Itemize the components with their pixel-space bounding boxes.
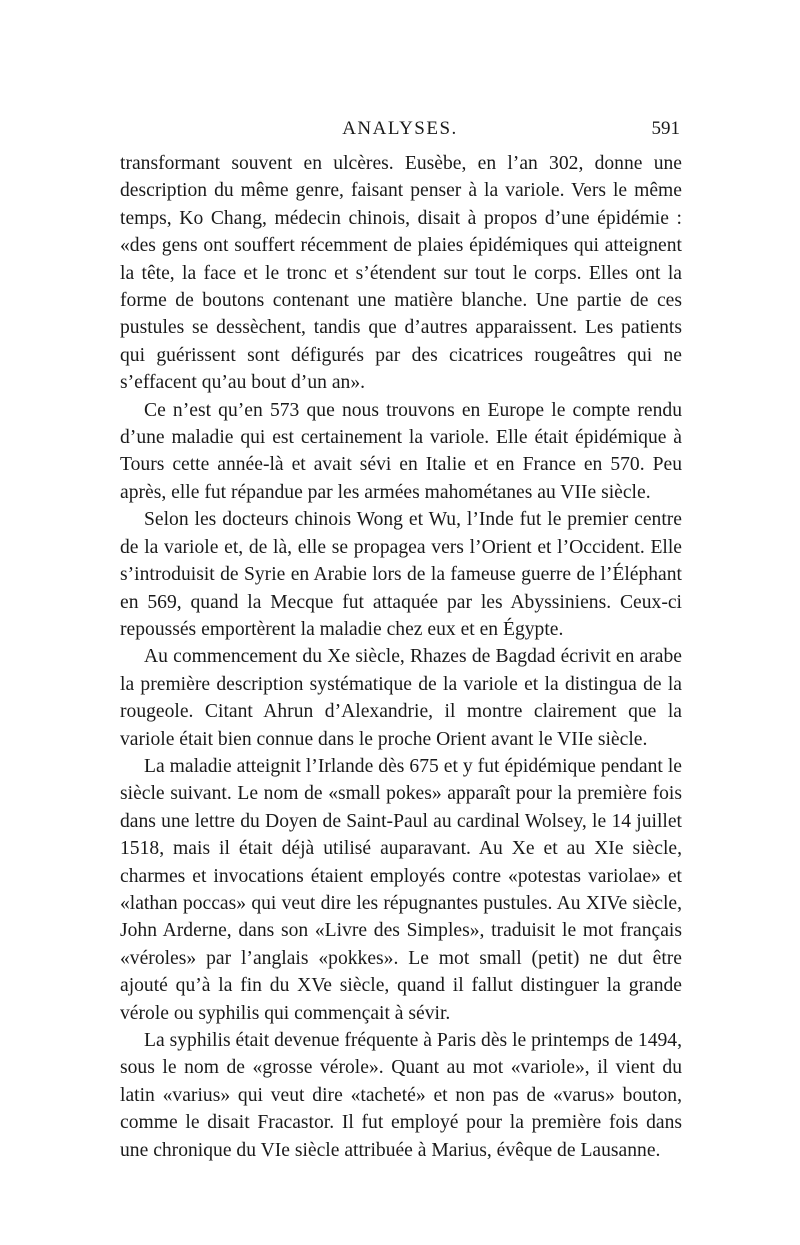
- paragraph-continuation: transformant souvent en ulcères. Eusèbe, en l’an 302, donne une description du même genre, faisant penser à la variole. Vers le même temps, Ko Chang, médecin chinois, disait à propos d’une épidémie : «des gens ont souffert récemment de plaies épidémiques qui atteignent la tête, la face et le tronc et s’étendent sur tout le corps. Elles ont la forme de boutons contenant une matière blanche. Une partie de ces pustules se dessèchent, tandis que d’autres apparaissent. Les patients qui guérissent sont défigurés par des cicatrices rougeâtres qui ne s’effacent qu’au bout d’un an».: [120, 153, 682, 394]
- page-number: 591: [651, 118, 680, 139]
- paragraph: La syphilis était devenue fréquente à Paris dès le printemps de 1494, sous le nom de «grosse vérole». Quant au mot «variole», il vient du latin «varius» qui veut dire «tacheté» et non pas de «varus» bouton, comme le disait Fracastor. Il fut employé pour la première fois dans une chronique du VIe siècle attribuée à Marius, évêque de Lausanne.: [120, 1030, 682, 1161]
- running-title: ANALYSES.: [342, 118, 458, 139]
- text-body: [120, 150, 682, 1164]
- running-head: [120, 118, 680, 146]
- paragraph: Ce n’est qu’en 573 que nous trouvons en Europe le compte rendu d’une maladie qui est certainement la variole. Elle était épidémique à Tours cette année-là et avait sévi en Italie et en France en 570. Peu après, elle fut répandue par les armées mahométanes au VIIe siècle.: [120, 399, 682, 503]
- paragraph: Selon les docteurs chinois Wong et Wu, l’Inde fut le premier centre de la variole et, de là, elle se propagea vers l’Orient et l’Occident. Elle s’introduisit de Syrie en Arabie lors de la fameuse guerre de l’Éléphant en 569, quand la Mecque fut attaquée par les Abyssiniens. Ceux-ci repoussés emportèrent la maladie chez eux et en Égypte.: [120, 509, 682, 640]
- paragraph: Au commencement du Xe siècle, Rhazes de Bagdad écrivit en arabe la première description systématique de la variole et la distingua de la rougeole. Citant Ahrun d’Alexandrie, il montre clairement que la variole était bien connue dans le proche Orient avant le VIIe siècle.: [120, 646, 682, 750]
- paragraph: La maladie atteignit l’Irlande dès 675 et y fut épidémique pendant le siècle suivant. Le nom de «small pokes» apparaît pour la première fois dans une lettre du Doyen de Saint-Paul au cardinal Wolsey, le 14 juillet 1518, mais il était déjà utilisé auparavant. Au Xe et au XIe siècle, charmes et invocations étaient employés contre «potestas variolae» et «lathan poccas» qui veut dire les répugnantes pustules. Au XIVe siècle, John Arderne, dans son «Livre des Simples», traduisit le mot français «véroles» par l’anglais «pokkes». Le mot small (petit) ne dut être ajouté qu’à la fin du XVe siècle, quand il fallut distinguer la grande vérole ou syphilis qui commençait à sévir.: [120, 755, 682, 1024]
